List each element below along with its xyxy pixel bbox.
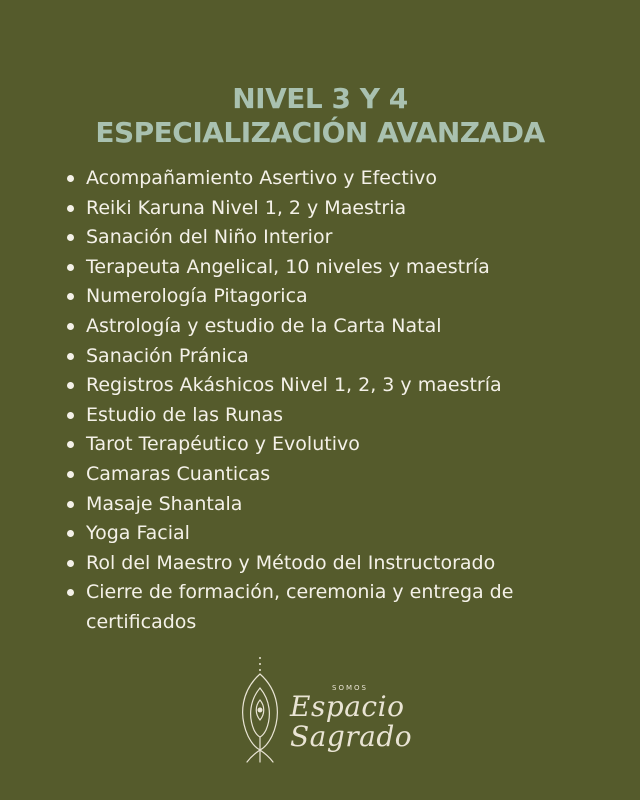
bullet-icon [67, 471, 74, 478]
list-item-text: Sanación del Niño Interior [86, 226, 333, 249]
list-item-text: Astrología y estudio de la Carta Natal [86, 314, 442, 337]
list-item-text: Cierre de formación, ceremonia y entrega de certificados [86, 581, 514, 633]
brand-logo [220, 654, 420, 764]
list-item-text: Terapeuta Angelical, 10 niveles y maestría [86, 255, 490, 278]
list-item [64, 430, 584, 460]
list-item [64, 460, 584, 490]
bullet-icon [67, 234, 74, 241]
logo-word-espacio: Espacio [290, 690, 405, 723]
list-item-text: Acompañamiento Asertivo y Efectivo [86, 167, 438, 189]
list-item-text: Registros Akáshicos Nivel 1, 2, 3 y maestría [86, 374, 502, 397]
list-item [64, 549, 584, 579]
bullet-icon [67, 530, 74, 537]
title-line-1: NIVEL 3 Y 4 [232, 82, 408, 115]
list-item-text: Estudio de las Runas [86, 403, 284, 426]
page-title [0, 82, 640, 150]
list-item [64, 164, 584, 194]
list-item [64, 519, 584, 549]
bullet-icon [67, 175, 74, 182]
bullet-icon [67, 323, 74, 330]
list-item [64, 578, 584, 637]
list-item [64, 371, 584, 401]
list-item [64, 312, 584, 342]
bullet-icon [67, 205, 74, 212]
list-item-text: Tarot Terapéutico y Evolutivo [86, 433, 360, 456]
feather-icon [220, 654, 280, 764]
course-list [64, 164, 584, 638]
list-item-text: Camaras Cuanticas [86, 462, 271, 485]
logo-small-text: SOMOS [332, 684, 368, 692]
logo-word-sagrado: Sagrado [290, 720, 413, 753]
list-item [64, 342, 584, 372]
bullet-icon [67, 293, 74, 300]
list-item-text: Numerología Pitagorica [86, 285, 308, 308]
bullet-icon [67, 589, 74, 596]
list-item [64, 223, 584, 253]
list-item-text: Reiki Karuna Nivel 1, 2 y Maestria [86, 196, 407, 219]
bullet-icon [67, 353, 74, 360]
list-item-text: Masaje Shantala [86, 492, 243, 515]
list-item [64, 282, 584, 312]
list-item-text: Yoga Facial [86, 522, 190, 545]
bullet-icon [67, 264, 74, 271]
bullet-icon [67, 382, 74, 389]
bullet-icon [67, 560, 74, 567]
list-item-text: Rol del Maestro y Método del Instructorado [86, 551, 496, 574]
list-item [64, 401, 584, 431]
bullet-icon [67, 441, 74, 448]
list-item [64, 490, 584, 520]
bullet-icon [67, 501, 74, 508]
title-line-2: ESPECIALIZACIÓN AVANZADA [95, 116, 545, 149]
list-item [64, 253, 584, 283]
list-item [64, 194, 584, 224]
list-item-text: Sanación Pránica [86, 344, 249, 367]
bullet-icon [67, 412, 74, 419]
